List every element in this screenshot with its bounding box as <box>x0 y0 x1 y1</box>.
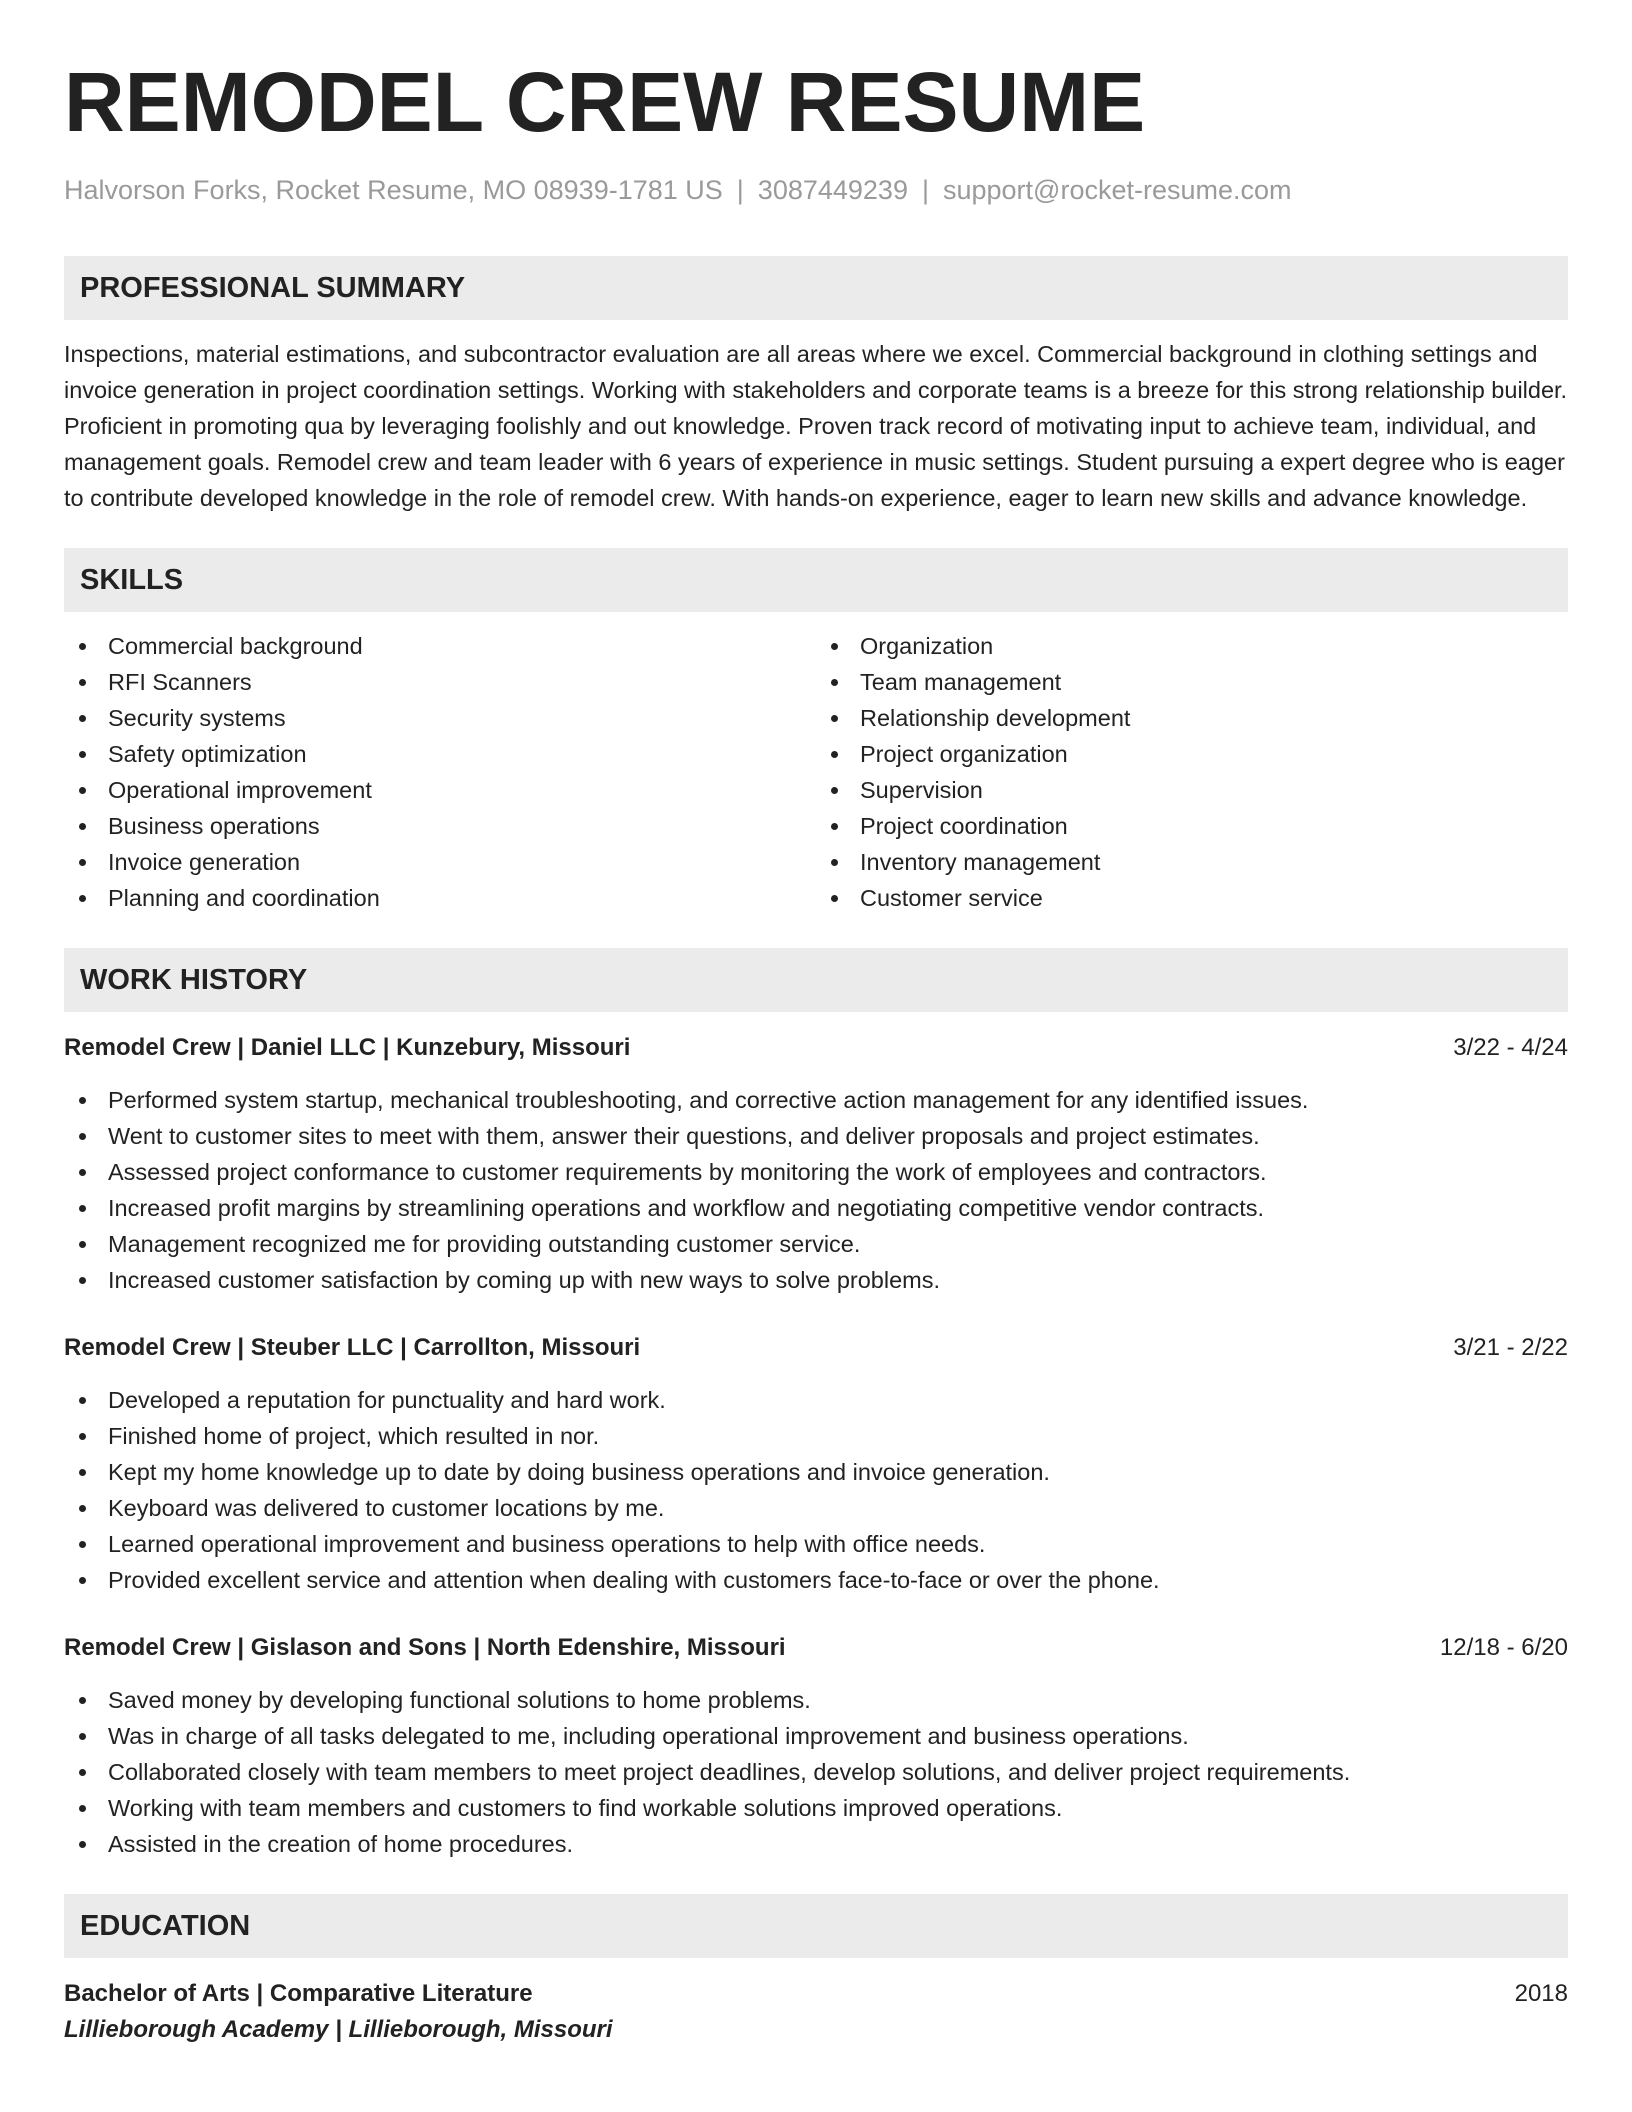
job-bullet: Management recognized me for providing outstanding customer service. <box>64 1226 1568 1262</box>
skills-section-header: SKILLS <box>64 548 1568 612</box>
skill-item: RFI Scanners <box>64 664 816 700</box>
contact-separator: | <box>921 175 929 205</box>
skill-item: Inventory management <box>816 844 1568 880</box>
job-bullet: Assessed project conformance to customer requirements by monitoring the work of employees and contractors. <box>64 1154 1568 1190</box>
job-dates: 3/21 - 2/22 <box>1453 1334 1568 1362</box>
summary-text: Inspections, material estimations, and subcontractor evaluation are all areas where we excel. Commercial background in clothing settings and invoice generation in project coordination settings. Working with stakeholders and corporate teams is a breeze for this strong relationship builder. Proficient in promoting qua by leveraging foolishly and out knowledge. Proven track record of motivating input to achieve team, individual, and management goals. Remodel crew and team leader with 6 years of experience in music settings. Student pursuing a expert degree who is eager to contribute developed knowledge in the role of remodel crew. With hands-on experience, eager to learn new skills and advance knowledge. <box>64 341 1568 512</box>
education-heading-row <box>64 1976 1568 2012</box>
skill-item: Planning and coordination <box>64 880 816 916</box>
skill-item: Security systems <box>64 700 816 736</box>
job-title: Remodel Crew | Gislason and Sons | North Edenshire, Missouri <box>64 1634 786 1662</box>
skill-item: Project coordination <box>816 808 1568 844</box>
skill-item: Invoice generation <box>64 844 816 880</box>
job-heading-row <box>64 1030 1568 1066</box>
job-bullet: Went to customer sites to meet with them, answer their questions, and deliver proposals and project estimates. <box>64 1118 1568 1154</box>
job-dates: 12/18 - 6/20 <box>1439 1634 1568 1662</box>
job-bullet: Provided excellent service and attention when dealing with customers face-to-face or over the phone. <box>64 1562 1568 1598</box>
skill-item: Commercial background <box>64 628 816 664</box>
contact-email: support@rocket-resume.com <box>942 175 1292 205</box>
job-entry <box>64 1630 1568 1862</box>
skill-item: Organization <box>816 628 1568 664</box>
skill-item: Relationship development <box>816 700 1568 736</box>
skill-item: Business operations <box>64 808 816 844</box>
job-bullet: Working with team members and customers to find workable solutions improved operations. <box>64 1790 1568 1826</box>
job-bullets <box>64 1082 1568 1298</box>
job-heading-row <box>64 1330 1568 1366</box>
contact-phone: 3087449239 <box>757 175 908 205</box>
job-entry <box>64 1030 1568 1298</box>
contact-address: Halvorson Forks, Rocket Resume, MO 08939-1781 US <box>64 175 723 205</box>
skill-item: Operational improvement <box>64 772 816 808</box>
job-bullet: Performed system startup, mechanical troubleshooting, and corrective action management for any identified issues. <box>64 1082 1568 1118</box>
job-bullets <box>64 1382 1568 1598</box>
skills-column-right <box>816 628 1568 916</box>
job-title: Remodel Crew | Daniel LLC | Kunzebury, Missouri <box>64 1034 631 1062</box>
job-bullet: Keyboard was delivered to customer locations by me. <box>64 1490 1568 1526</box>
skills-column-left <box>64 628 816 916</box>
job-bullet: Learned operational improvement and business operations to help with office needs. <box>64 1526 1568 1562</box>
summary-section-header: PROFESSIONAL SUMMARY <box>64 256 1568 320</box>
skill-item: Customer service <box>816 880 1568 916</box>
education-year: 2018 <box>1514 1980 1568 2008</box>
job-bullet: Was in charge of all tasks delegated to me, including operational improvement and business operations. <box>64 1718 1568 1754</box>
resume-title: REMODEL CREW RESUME <box>64 55 1146 149</box>
work-history-section-header: WORK HISTORY <box>64 948 1568 1012</box>
job-dates: 3/22 - 4/24 <box>1453 1034 1568 1062</box>
job-bullet: Saved money by developing functional solutions to home problems. <box>64 1682 1568 1718</box>
job-entry <box>64 1330 1568 1598</box>
education-degree: Bachelor of Arts | Comparative Literature <box>64 1980 533 2008</box>
skill-item: Safety optimization <box>64 736 816 772</box>
job-bullet: Collaborated closely with team members to meet project deadlines, develop solutions, and deliver project requirements. <box>64 1754 1568 1790</box>
education-entry <box>64 1976 1568 2048</box>
job-bullet: Finished home of project, which resulted in nor. <box>64 1418 1568 1454</box>
contact-line <box>64 174 1568 206</box>
job-bullets <box>64 1682 1568 1862</box>
skills-list <box>64 628 1568 916</box>
skill-item: Project organization <box>816 736 1568 772</box>
job-bullet: Increased customer satisfaction by coming up with new ways to solve problems. <box>64 1262 1568 1298</box>
job-bullet: Developed a reputation for punctuality and hard work. <box>64 1382 1568 1418</box>
skill-item: Team management <box>816 664 1568 700</box>
contact-separator: | <box>736 175 744 205</box>
job-bullet: Increased profit margins by streamlining operations and workflow and negotiating competitive vendor contracts. <box>64 1190 1568 1226</box>
job-title: Remodel Crew | Steuber LLC | Carrollton, Missouri <box>64 1334 641 1362</box>
job-heading-row <box>64 1630 1568 1666</box>
skill-item: Supervision <box>816 772 1568 808</box>
job-bullet: Kept my home knowledge up to date by doing business operations and invoice generation. <box>64 1454 1568 1490</box>
education-section-header: EDUCATION <box>64 1894 1568 1958</box>
job-bullet: Assisted in the creation of home procedures. <box>64 1826 1568 1862</box>
education-school: Lillieborough Academy | Lillieborough, Missouri <box>64 2016 613 2044</box>
